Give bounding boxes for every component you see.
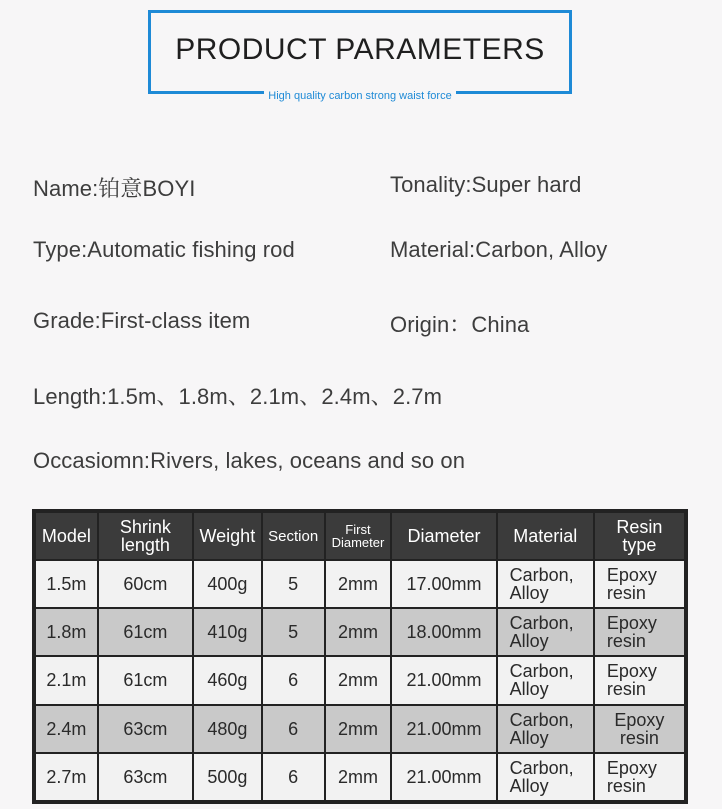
param-tonality: Tonality:Super hard — [390, 172, 582, 197]
cell-material-line1: Carbon, — [509, 757, 574, 778]
cell-resin-line1: Epoxy — [606, 565, 657, 586]
cell-material-line2: Alloy — [509, 679, 549, 700]
table-row — [36, 561, 684, 607]
table-row — [36, 609, 684, 655]
cell-model: 2.4m — [36, 706, 97, 752]
cell-section: 6 — [263, 706, 324, 752]
cell-resin-line1: Epoxy — [606, 757, 657, 778]
cell-diameter: 21.00mm — [392, 706, 495, 752]
cell-resin — [595, 657, 684, 703]
cell-material — [498, 754, 593, 800]
cell-weight: 400g — [194, 561, 261, 607]
cell-first-diameter: 2mm — [326, 754, 391, 800]
cell-first-diameter: 2mm — [326, 609, 391, 655]
header-diameter: Diameter — [392, 513, 495, 559]
cell-section: 6 — [263, 754, 324, 800]
header-resin-line1: Resin — [616, 517, 663, 537]
cell-section: 5 — [263, 561, 324, 607]
param-origin: Origin：China — [390, 312, 530, 337]
subtitle-wrap — [151, 86, 569, 104]
cell-resin-line2: resin — [606, 583, 646, 604]
cell-weight: 460g — [194, 657, 261, 703]
table-row — [36, 657, 684, 703]
param-type: Type:Automatic fishing rod — [33, 237, 295, 262]
header-resin-type — [595, 513, 684, 559]
header-first-line2: Diameter — [331, 535, 385, 550]
table-row — [36, 754, 684, 800]
cell-shrink: 63cm — [99, 706, 192, 752]
cell-model: 2.7m — [36, 754, 97, 800]
cell-resin — [595, 754, 684, 800]
cell-shrink: 61cm — [99, 609, 192, 655]
cell-weight: 480g — [194, 706, 261, 752]
header-shrink-length — [99, 513, 192, 559]
header-resin-line2: type — [622, 535, 657, 555]
cell-diameter: 18.00mm — [392, 609, 495, 655]
cell-material-line1: Carbon, — [509, 613, 574, 634]
cell-section: 6 — [263, 657, 324, 703]
header-material: Material — [498, 513, 593, 559]
cell-model: 1.5m — [36, 561, 97, 607]
page-title: PRODUCT PARAMETERS — [175, 33, 545, 66]
header-shrink-line2: length — [120, 535, 170, 555]
cell-resin-line2: resin — [606, 631, 646, 652]
param-occasion: Occasiomn:Rivers, lakes, oceans and so on — [33, 448, 466, 473]
cell-resin — [595, 706, 684, 752]
cell-shrink: 61cm — [99, 657, 192, 703]
cell-first-diameter: 2mm — [326, 706, 391, 752]
cell-material-line2: Alloy — [509, 583, 549, 604]
title-frame — [148, 10, 572, 102]
cell-material — [498, 609, 593, 655]
spec-table — [32, 509, 688, 804]
cell-resin-line2: resin — [606, 775, 646, 796]
param-material: Material:Carbon, Alloy — [390, 237, 608, 262]
cell-weight: 410g — [194, 609, 261, 655]
table-row — [36, 706, 684, 752]
cell-resin-line2: resin — [606, 679, 646, 700]
cell-model: 2.1m — [36, 657, 97, 703]
header-weight: Weight — [194, 513, 261, 559]
table-header-row — [36, 513, 684, 559]
cell-model: 1.8m — [36, 609, 97, 655]
cell-resin — [595, 609, 684, 655]
cell-material-line1: Carbon, — [509, 661, 574, 682]
header-model: Model — [36, 513, 97, 559]
param-length: Length:1.5m、1.8m、2.1m、2.4m、2.7m — [33, 384, 443, 409]
cell-material-line2: Alloy — [509, 727, 549, 748]
cell-diameter: 17.00mm — [392, 561, 495, 607]
cell-shrink: 63cm — [99, 754, 192, 800]
cell-weight: 500g — [194, 754, 261, 800]
cell-material-line1: Carbon, — [509, 709, 574, 730]
param-grade: Grade:First-class item — [33, 308, 251, 333]
cell-shrink: 60cm — [99, 561, 192, 607]
cell-material — [498, 561, 593, 607]
page-subtitle: High quality carbon strong waist force — [264, 89, 455, 103]
cell-material — [498, 657, 593, 703]
cell-diameter: 21.00mm — [392, 657, 495, 703]
cell-first-diameter: 2mm — [326, 561, 391, 607]
cell-section: 5 — [263, 609, 324, 655]
header-shrink-line1: Shrink — [119, 517, 171, 537]
cell-material-line1: Carbon, — [509, 565, 574, 586]
cell-material-line2: Alloy — [509, 631, 549, 652]
cell-material — [498, 706, 593, 752]
cell-diameter: 21.00mm — [392, 754, 495, 800]
cell-material-line2: Alloy — [509, 775, 549, 796]
cell-resin-line1: Epoxy — [606, 613, 657, 634]
cell-resin-line2: resin — [619, 727, 659, 748]
header-first-line1: First — [345, 522, 371, 537]
cell-first-diameter: 2mm — [326, 657, 391, 703]
header-section: Section — [263, 513, 324, 559]
cell-resin-line1: Epoxy — [606, 661, 657, 682]
cell-resin-line1: Epoxy — [614, 709, 665, 730]
cell-resin — [595, 561, 684, 607]
header-first-diameter — [326, 513, 391, 559]
param-name: Name:铂意BOYI — [33, 176, 196, 201]
